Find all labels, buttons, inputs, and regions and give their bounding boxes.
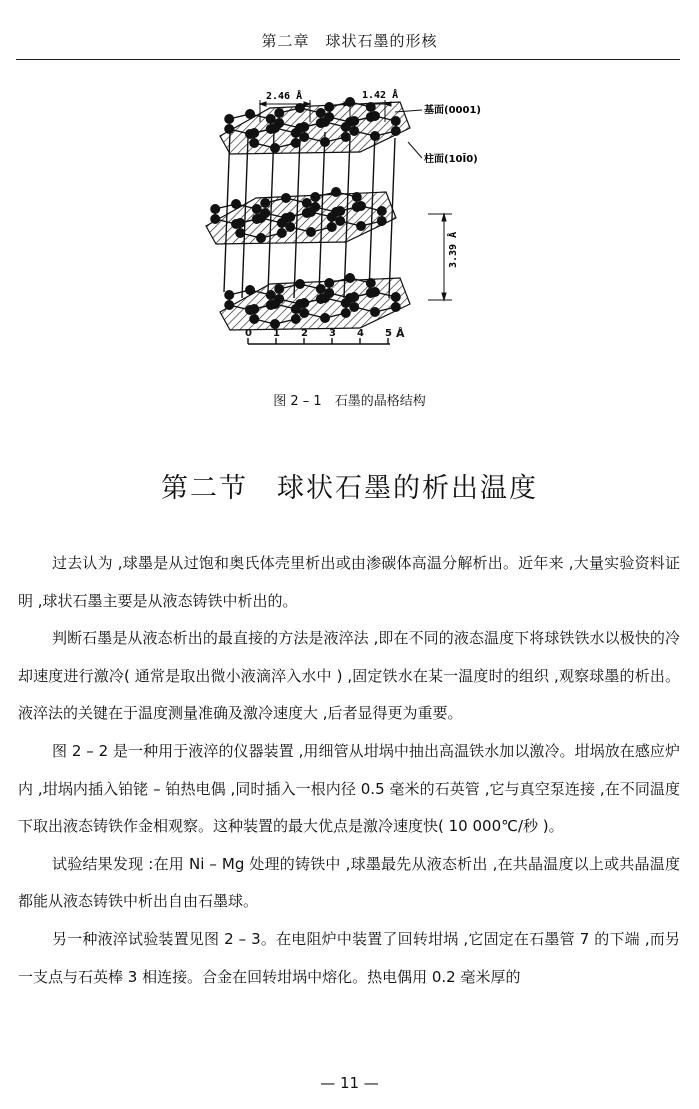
carbon-atom — [277, 228, 287, 238]
carbon-atom — [352, 192, 362, 202]
figure-caption: 图 2 – 1 石墨的晶格结构 — [273, 394, 426, 409]
carbon-atom — [306, 207, 316, 217]
a-spacing-label: 2.46 Å — [266, 91, 303, 102]
paragraph: 判断石墨是从液态析出的最直接的方法是液淬法 ,即在不同的液态温度下将球铁铁水以极快的冷却速度进行激冷( 通常是取出微小液滴淬入水中 ) ,固定铁水在某一温度时的组织 ,观察球墨的析出。液淬法的关键在于温度测量准确及激冷速度大 ,后者显得更为重要。 — [18, 629, 680, 723]
carbon-atom — [377, 206, 387, 216]
header-rule — [16, 59, 680, 60]
carbon-atom — [295, 279, 305, 289]
carbon-atom — [210, 204, 220, 214]
carbon-atom — [327, 222, 337, 232]
carbon-atom — [345, 273, 355, 283]
carbon-atom — [341, 308, 351, 318]
carbon-atom — [370, 307, 380, 317]
body-text — [18, 545, 680, 996]
scale-unit-label: Å — [396, 327, 405, 340]
carbon-atom — [324, 102, 334, 112]
scale-tick-label: 0 — [245, 328, 252, 339]
carbon-atom — [249, 304, 259, 314]
scale-tick-label: 4 — [357, 328, 364, 339]
carbon-atom — [299, 298, 309, 308]
carbon-atom — [270, 123, 280, 133]
paragraph: 图 2 – 2 是一种用于液淬的仪器装置 ,用细管从坩埚中抽出高温铁水加以激冷。坩埚放在感应炉内 ,坩埚内插入铂铑 – 铂热电偶 ,同时插入一根内径 0.5 毫米的石英管 ,它与真空泵连接 ,在不同温度下取出液态铸铁作金相观察。这种装置的最大优点是激冷速度快( 10 000℃/秒 )。 — [18, 741, 680, 836]
carbon-atom — [366, 278, 376, 288]
carbon-atom — [320, 117, 330, 127]
carbon-atom — [245, 285, 255, 295]
carbon-atom — [391, 302, 401, 312]
carbon-atom — [391, 126, 401, 136]
carbon-atom — [245, 109, 255, 119]
interlayer-bond — [224, 132, 230, 292]
carbon-atom — [391, 116, 401, 126]
carbon-atom — [349, 302, 359, 312]
carbon-atom — [281, 193, 291, 203]
carbon-atom — [331, 187, 341, 197]
paragraph: 另一种液淬试验装置见图 2 – 3。在电阻炉中装置了回转坩埚 ,它固定在石墨管 7 的下端 ,而另一支点与石英棒 3 相连接。合金在回转坩埚中熔化。热电偶用 0.2 毫米厚的 — [18, 929, 680, 986]
carbon-atom — [249, 314, 259, 324]
running-header: 第二章 球状石墨的形核 — [261, 32, 438, 50]
carbon-atom — [349, 126, 359, 136]
carbon-atom — [370, 287, 380, 297]
carbon-atom — [291, 314, 301, 324]
scale-tick-label: 5 — [385, 328, 392, 339]
carbon-atom — [306, 227, 316, 237]
carbon-atom — [256, 213, 266, 223]
carbon-atom — [320, 293, 330, 303]
carbon-atom — [356, 201, 366, 211]
carbon-atom — [210, 214, 220, 224]
section-title: 第二节 球状石墨的析出温度 — [161, 473, 538, 504]
prism-plane-label: 柱面(10Ī0) — [424, 154, 478, 165]
carbon-atom — [299, 122, 309, 132]
carbon-atom — [249, 138, 259, 148]
carbon-atom — [335, 216, 345, 226]
carbon-atom — [285, 212, 295, 222]
basal-plane-label: 基面(0001) — [424, 105, 481, 116]
c-spacing-label: 1.42 Å — [362, 90, 399, 101]
carbon-atom — [377, 216, 387, 226]
carbon-atom — [349, 116, 359, 126]
carbon-atom — [370, 131, 380, 141]
carbon-atom — [274, 108, 284, 118]
carbon-atom — [274, 284, 284, 294]
carbon-atom — [324, 278, 334, 288]
page-number: — 11 — — [320, 1074, 379, 1092]
carbon-atom — [299, 132, 309, 142]
carbon-atom — [256, 233, 266, 243]
carbon-atom — [341, 132, 351, 142]
carbon-atom — [235, 228, 245, 238]
carbon-atom — [299, 308, 309, 318]
carbon-atom — [291, 138, 301, 148]
carbon-atom — [320, 137, 330, 147]
interlayer-label: 3.39 Å — [448, 231, 459, 268]
carbon-atom — [224, 300, 234, 310]
carbon-atom — [320, 313, 330, 323]
paragraph: 试验结果发现 :在用 Ni – Mg 处理的铸铁中 ,球墨最先从液态析出 ,在共晶温度以上或共晶温度都能从液态铸铁中析出自由石墨球。 — [18, 854, 680, 911]
carbon-atom — [310, 192, 320, 202]
paragraph: 过去认为 ,球墨是从过饱和奥氏体壳里析出或由渗碳体高温分解析出。近年来 ,大量实验资料证明 ,球状石墨主要是从液态铸铁中析出的。 — [18, 554, 680, 610]
carbon-atom — [224, 114, 234, 124]
carbon-atom — [270, 143, 280, 153]
carbon-atom — [235, 218, 245, 228]
scale-tick-label: 3 — [329, 328, 336, 339]
carbon-atom — [270, 299, 280, 309]
carbon-atom — [285, 222, 295, 232]
carbon-atom — [224, 124, 234, 134]
carbon-atom — [356, 221, 366, 231]
carbon-atom — [260, 198, 270, 208]
carbon-atom — [224, 290, 234, 300]
carbon-atom — [391, 292, 401, 302]
carbon-atom — [335, 206, 345, 216]
carbon-atom — [349, 292, 359, 302]
scale-tick-label: 2 — [301, 328, 308, 339]
carbon-atom — [249, 128, 259, 138]
carbon-atom — [231, 199, 241, 209]
scale-tick-label: 1 — [273, 328, 280, 339]
graphite-lattice-figure — [190, 82, 510, 372]
carbon-atom — [370, 111, 380, 121]
